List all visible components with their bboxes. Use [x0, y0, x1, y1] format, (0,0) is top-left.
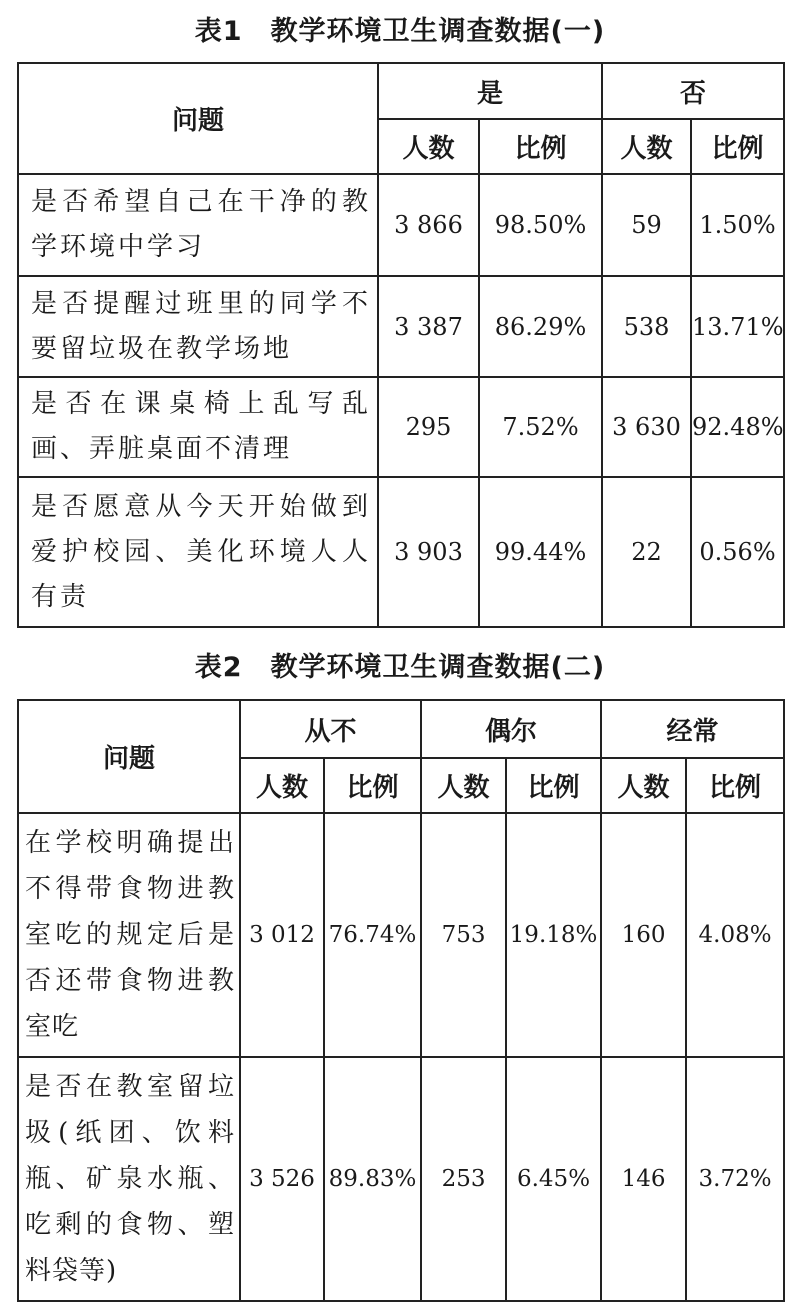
header-sometimes-count: 人数	[421, 758, 506, 813]
header-no-count: 人数	[602, 119, 691, 174]
table-row	[18, 276, 784, 377]
table2-caption: 表2 教学环境卫生调查数据(二)	[194, 652, 606, 683]
table-row	[18, 377, 784, 477]
table1-caption: 表1 教学环境卫生调查数据(一)	[194, 16, 606, 47]
no-count-cell: 22	[602, 477, 691, 627]
often-count-cell: 146	[601, 1057, 686, 1301]
yes-ratio-cell: 99.44%	[479, 477, 602, 627]
never-ratio-cell: 76.74%	[324, 813, 421, 1057]
sometimes-count-cell: 753	[421, 813, 506, 1057]
often-ratio-cell: 4.08%	[686, 813, 784, 1057]
sometimes-ratio-cell: 6.45%	[506, 1057, 601, 1301]
table-row	[18, 813, 784, 1057]
header-question: 问题	[18, 700, 240, 813]
survey-table-1	[17, 62, 785, 628]
yes-ratio-cell: 7.52%	[479, 377, 602, 477]
no-count-cell: 3 630	[602, 377, 691, 477]
header-often-count: 人数	[601, 758, 686, 813]
yes-count-cell: 3 903	[378, 477, 479, 627]
no-ratio-cell: 92.48%	[691, 377, 784, 477]
yes-ratio-cell: 98.50%	[479, 174, 602, 276]
header-never: 从不	[240, 700, 421, 758]
header-yes-ratio: 比例	[479, 119, 602, 174]
no-count-cell: 59	[602, 174, 691, 276]
question-cell: 是否提醒过班里的同学不要留垃圾在教学场地	[18, 276, 378, 377]
header-sometimes-ratio: 比例	[506, 758, 601, 813]
header-never-ratio: 比例	[324, 758, 421, 813]
sometimes-count-cell: 253	[421, 1057, 506, 1301]
header-yes-count: 人数	[378, 119, 479, 174]
question-cell: 是否希望自己在干净的教学环境中学习	[18, 174, 378, 276]
never-ratio-cell: 89.83%	[324, 1057, 421, 1301]
never-count-cell: 3 012	[240, 813, 324, 1057]
yes-ratio-cell: 86.29%	[479, 276, 602, 377]
table-row	[18, 1057, 784, 1301]
no-count-cell: 538	[602, 276, 691, 377]
yes-count-cell: 3 866	[378, 174, 479, 276]
question-cell: 是否在教室留垃圾(纸团、饮料瓶、矿泉水瓶、吃剩的食物、塑料袋等)	[18, 1057, 240, 1301]
no-ratio-cell: 13.71%	[691, 276, 784, 377]
no-ratio-cell: 1.50%	[691, 174, 784, 276]
question-cell: 在学校明确提出不得带食物进教室吃的规定后是否还带食物进教室吃	[18, 813, 240, 1057]
yes-count-cell: 295	[378, 377, 479, 477]
sometimes-ratio-cell: 19.18%	[506, 813, 601, 1057]
header-no-ratio: 比例	[691, 119, 784, 174]
no-ratio-cell: 0.56%	[691, 477, 784, 627]
survey-table-2	[17, 699, 785, 1302]
header-no: 否	[602, 63, 784, 119]
header-never-count: 人数	[240, 758, 324, 813]
question-cell: 是否愿意从今天开始做到爱护校园、美化环境人人有责	[18, 477, 378, 627]
header-yes: 是	[378, 63, 602, 119]
often-ratio-cell: 3.72%	[686, 1057, 784, 1301]
header-question: 问题	[18, 63, 378, 174]
table-row	[18, 477, 784, 627]
header-often: 经常	[601, 700, 784, 758]
header-often-ratio: 比例	[686, 758, 784, 813]
never-count-cell: 3 526	[240, 1057, 324, 1301]
often-count-cell: 160	[601, 813, 686, 1057]
table-row	[18, 174, 784, 276]
header-sometimes: 偶尔	[421, 700, 601, 758]
yes-count-cell: 3 387	[378, 276, 479, 377]
question-cell: 是否在课桌椅上乱写乱画、弄脏桌面不清理	[18, 377, 378, 477]
